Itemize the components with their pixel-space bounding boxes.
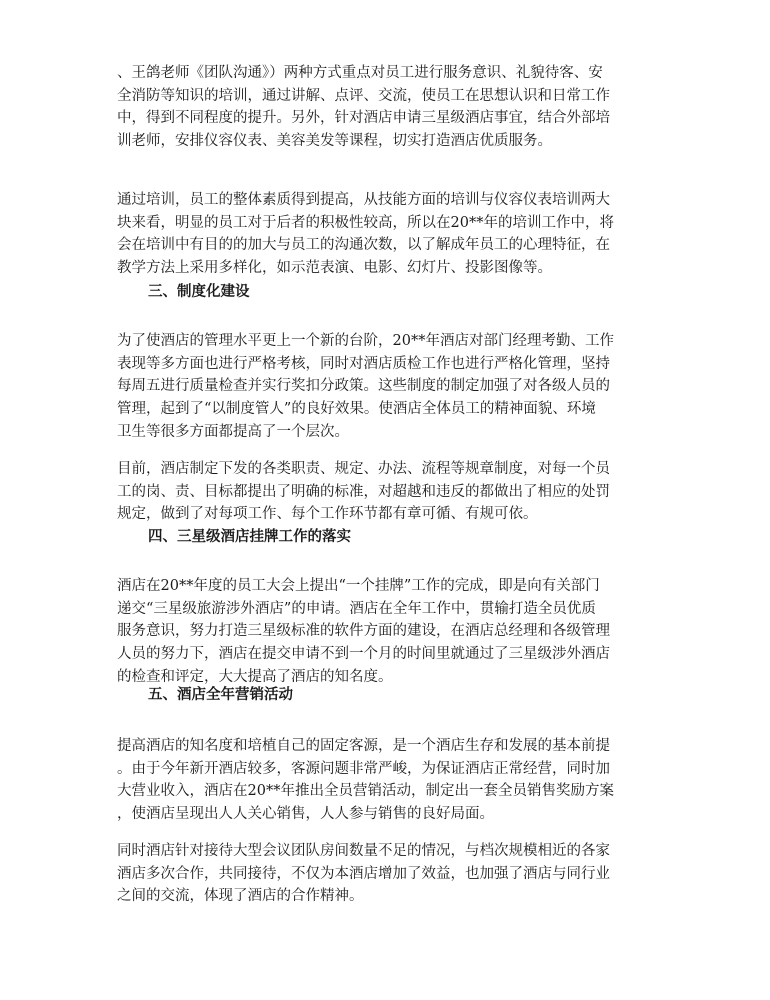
- paragraph-training-results: [117, 189, 655, 280]
- text-line: 会在培训中有目的的加大与员工的沟通次数，以了解成年员工的心理特征，在: [117, 237, 610, 254]
- text-line: 之间的交流，体现了酒店的合作精神。: [117, 888, 364, 905]
- paragraph-three-star-application: [117, 575, 655, 689]
- text-line: 每周五进行质量检查并实行奖扣分政策。这些制度的制定加强了对各级人员的: [117, 378, 610, 395]
- text-line: 工的岗、责、目标都提出了明确的标准，对超越和违反的都做出了相应的处罚: [117, 483, 610, 500]
- text-line: 酒店多次合作，共同接待，不仅为本酒店增加了效益，也加强了酒店与同行业: [117, 865, 610, 882]
- text-line: 教学方法上采用多样化，如示范表演、电影、幻灯片、投影图像等。: [117, 260, 552, 277]
- section-heading-marketing: 五、酒店全年营销活动: [148, 686, 293, 703]
- text-line: 管理，起到了“以制度管人”的良好效果。使酒店全体员工的精神面貌、环境: [117, 401, 596, 418]
- text-line: 递交“三星级旅游涉外酒店”的申请。酒店在全年工作中，贯输打造全员优质: [117, 600, 596, 617]
- text-line: 的检查和评定，大大提高了酒店的知名度。: [117, 668, 393, 685]
- text-line: 卫生等很多方面都提高了一个层次。: [117, 423, 349, 440]
- text-line: 服务意识，努力打造三星级标准的软件方面的建设，在酒店总经理和各级管理: [117, 623, 610, 640]
- text-line: ，使酒店呈现出人人关心销售，人人参与销售的良好局面。: [117, 806, 494, 823]
- text-line: 为了使酒店的管理水平更上一个新的台阶，20**年酒店对部门经理考勤、工作: [117, 333, 614, 349]
- section-heading-institutionalization: 三、制度化建设: [148, 283, 250, 300]
- paragraph-cooperation: [117, 840, 655, 908]
- paragraph-marketing-activities: [117, 735, 655, 826]
- section-heading-three-star-rating: 四、三星级酒店挂牌工作的落实: [148, 528, 351, 545]
- text-line: 目前，酒店制定下发的各类职责、规定、办法、流程等规章制度，对每一个员: [117, 461, 610, 477]
- text-line: 中，得到不同程度的提升。另外，针对酒店申请三星级酒店事宜，结合外部培: [117, 110, 610, 127]
- text-line: 全消防等知识的培训，通过讲解、点评、交流，使员工在思想认识和日常工作: [117, 87, 610, 104]
- text-line: 块来看，明显的员工对于后者的积极性较高，所以在20**年的培训工作中，将: [117, 214, 614, 231]
- text-line: 规定，做到了对每项工作、每个工作环节都有章可循、有规可依。: [117, 506, 538, 523]
- text-line: 大营业收入，酒店在20**年推出全员营销活动，制定出一套全员销售奖励方案: [117, 783, 614, 800]
- text-line: 同时酒店针对接待大型会议团队房间数量不足的情况，与档次规模相近的各家: [117, 843, 610, 859]
- paragraph-regulations: [117, 458, 655, 526]
- text-line: 训老师，安排仪容仪表、美容美发等课程，切实打造酒店优质服务。: [117, 133, 552, 150]
- text-line: 表现等多方面也进行严格考核，同时对酒店质检工作也进行严格化管理，坚持: [117, 355, 610, 372]
- text-line: 提高酒店的知名度和培植自己的固定客源，是一个酒店生存和发展的基本前提: [117, 738, 610, 754]
- paragraph-management-assessment: [117, 330, 655, 444]
- text-line: 通过培训，员工的整体素质得到提高，从技能方面的培训与仪容仪表培训两大: [117, 192, 610, 208]
- text-line: 酒店在20**年度的员工大会上提出“一个挂牌”工作的完成，即是向有关部门: [117, 578, 600, 594]
- paragraph-training-methods: [117, 62, 655, 153]
- text-line: 。由于今年新开酒店较多，客源问题非常严峻，为保证酒店正常经营，同时加: [117, 760, 610, 777]
- text-line: 、王鸽老师《团队沟通》）两种方式重点对员工进行服务意识、礼貌待客、安: [117, 65, 603, 81]
- text-line: 人员的努力下，酒店在提交申请不到一个月的时间里就通过了三星级涉外酒店: [117, 646, 610, 663]
